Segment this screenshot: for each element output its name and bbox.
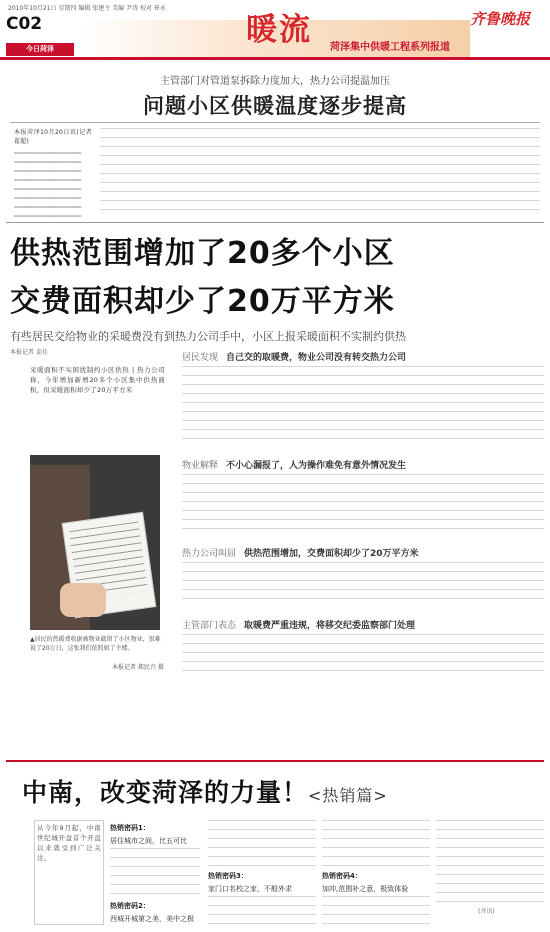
ad-col-1: 热销密码1： 居住城市之间，比五可比 热销密码2： 西城开城第之美，美中之极	[110, 820, 200, 925]
story2-deck: 有些居民交给物业的采暖费没有到热力公司手中，小区上报采暖面积不实制约供热	[10, 330, 406, 343]
section-tag: 今日菏泽	[6, 43, 74, 56]
photo-caption: ▲居民的热暖费收据被物业截留了小区物业，很难说了20万日，这张我们依照如了主楼。	[30, 636, 161, 652]
ad-headline: 中南，改变菏泽的力量！<热销篇>	[22, 778, 388, 807]
receipt-photo	[30, 455, 160, 630]
date-line: 2010年10月21日 星期四 编辑 张建主 美编 尹涛 校对 崔永	[8, 5, 166, 12]
story2-top-rule	[6, 222, 544, 223]
story1-kicker: 主管部门对管道泵拆除力度加大，热力公司提温加压	[160, 76, 390, 87]
story2-headline-2: 交费面积却少了20万平方米	[10, 284, 395, 319]
section-residents-body	[182, 366, 544, 446]
ad-col-3: 热销密码4： 加冲,范围补之意，极致体验	[322, 820, 430, 925]
newspaper-logo: 齐鲁晚报	[470, 10, 531, 28]
column-title: 暖流	[246, 12, 312, 48]
ad-lead: 从今年9月起，中南世纪城开盘首个开盘以来就受到广泛关注。	[34, 820, 104, 925]
story1-lead: 本报菏泽10月20日讯(记者 翟超)	[14, 129, 92, 145]
section-heating-company: 热力公司叫屈 供热范围增加，交费面积却少了20万平方米	[182, 549, 419, 559]
ad-sub-1: 热销密码1：	[110, 824, 150, 832]
ad-top-rule	[6, 760, 544, 762]
story2-headline-1: 供热范围增加了20多个小区	[10, 236, 395, 271]
story1-rule	[10, 122, 540, 123]
ad-col-2: 热销密码3： 家门口名校之家，不般外求	[208, 820, 316, 925]
ad-sub-3: 热销密码3：	[208, 872, 248, 880]
ad-col-4	[436, 820, 544, 902]
photo-credit: 本报记者 郑民兴 摄	[112, 664, 164, 671]
story1-col-1: 本报菏泽10月20日讯(记者 翟超) ▁▁▁▁▁▁▁▁▁▁▁▁▁▁ ▁▁▁▁▁▁▁▁▁▁▁▁▁▁ ▁▁▁▁▁▁▁▁▁▁▁▁▁▁ ▁▁▁▁▁▁▁▁▁▁▁▁▁▁ ▁▁▁▁▁▁▁▁▁▁▁▁▁▁ ▁▁▁▁▁▁▁▁▁▁▁▁▁▁ ▁▁▁▁▁▁▁▁▁▁▁▁▁▁ ▁▁▁▁▁▁▁▁▁▁▁▁▁▁	[14, 129, 92, 217]
header-divider	[0, 57, 550, 60]
story2-byline: 本报记者 姜佳	[10, 349, 48, 356]
section-property-body	[182, 474, 544, 534]
section-authority: 主管部门表态 取暖费严重违规，将移交纪委监察部门处理	[182, 621, 416, 631]
story1-body-columns	[100, 128, 540, 218]
section-property: 物业解释 不小心漏报了，人为操作难免有意外情况发生	[182, 461, 407, 471]
page-number: C02	[6, 14, 43, 34]
section-heating-company-body	[182, 562, 544, 607]
ad-sub-2: 热销密码2：	[110, 902, 150, 910]
column-subtitle: 菏泽集中供暖工程系列报道	[330, 42, 450, 53]
ad-sub-4: 热销密码4：	[322, 872, 362, 880]
ad-signature: (齐讯)	[478, 908, 495, 915]
story1-headline: 问题小区供暖温度逐步提高	[143, 94, 407, 118]
section-authority-body	[182, 634, 544, 674]
story2-lead: 采暖面积不实困扰制约小区供热 | 热力公司称，今年增加新增20多个小区集中供热面积，但采暖面积却少了20万平方米	[30, 366, 165, 394]
section-residents: 居民发现 自己交的取暖费，物业公司没有转交热力公司	[182, 353, 407, 363]
